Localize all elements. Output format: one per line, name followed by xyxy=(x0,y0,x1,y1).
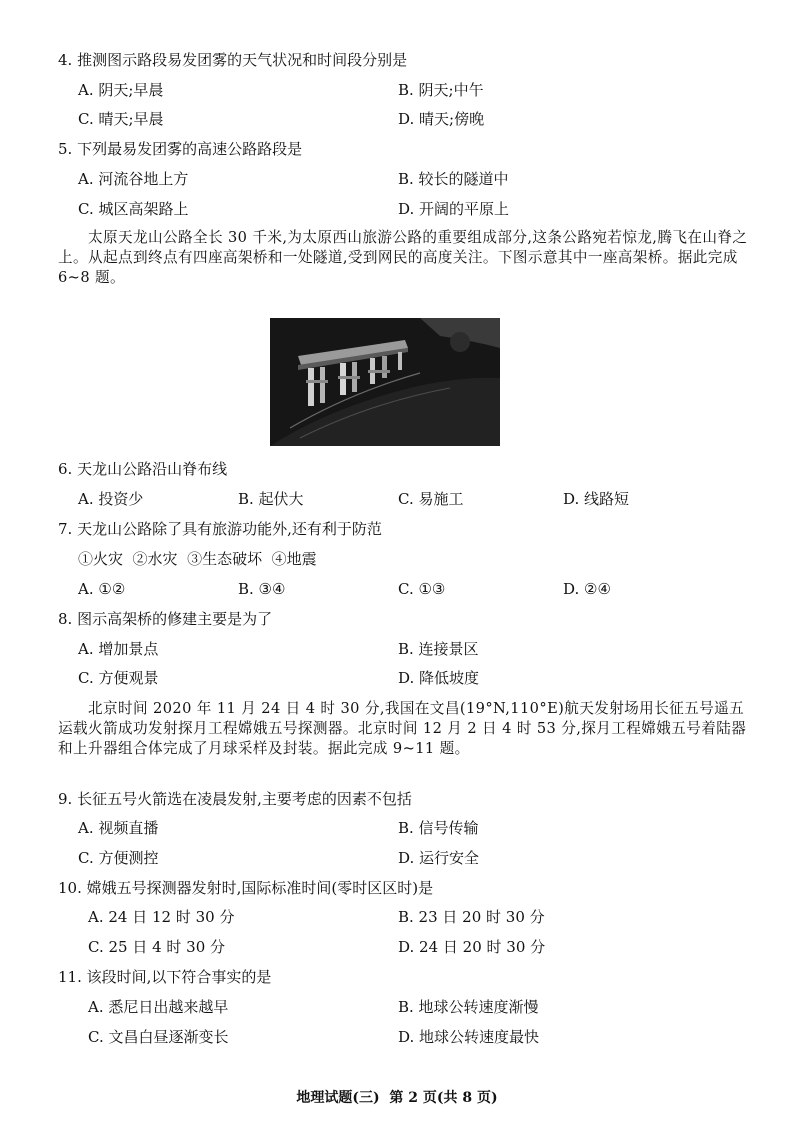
question-5-option-d: D. 开阔的平原上 xyxy=(398,200,510,218)
question-9-option-d: D. 运行安全 xyxy=(398,849,480,867)
question-5-stem: 5. 下列最易发团雾的高速公路路段是 xyxy=(58,140,303,158)
question-6-stem: 6. 天龙山公路沿山脊布线 xyxy=(58,460,228,478)
question-10-option-d: D. 24 日 20 时 30 分 xyxy=(398,938,546,956)
question-8-option-d: D. 降低坡度 xyxy=(398,669,480,687)
question-11-option-b: B. 地球公转速度渐慢 xyxy=(398,998,539,1016)
question-5-option-b: B. 较长的隧道中 xyxy=(398,170,509,188)
question-5-option-c: C. 城区高架路上 xyxy=(78,200,189,218)
question-7-option-a: A. ①② xyxy=(78,580,126,598)
viaduct-illustration xyxy=(270,318,500,446)
passage-tianlongshan: 太原天龙山公路全长 30 千米,为太原西山旅游公路的重要组成部分,这条公路宛若惊龙,腾飞在山脊之上。从起点到终点有四座高架桥和一处隧道,受到网民的高度关注。下图示意其中一座高架桥。据此完成 6~8 题。 xyxy=(58,229,748,286)
question-11-option-c: C. 文昌白昼逐渐变长 xyxy=(88,1028,229,1046)
question-8-stem: 8. 图示高架桥的修建主要是为了 xyxy=(58,610,273,628)
question-9-option-a: A. 视频直播 xyxy=(78,819,159,837)
question-8-option-a: A. 增加景点 xyxy=(78,640,159,658)
question-11-option-d: D. 地球公转速度最快 xyxy=(398,1028,540,1046)
question-11-stem: 11. 该段时间,以下符合事实的是 xyxy=(58,968,272,986)
question-7-stem: 7. 天龙山公路除了具有旅游功能外,还有利于防范 xyxy=(58,520,382,538)
question-4-option-d: D. 晴天;傍晚 xyxy=(398,110,485,128)
question-10-stem: 10. 嫦娥五号探测器发射时,国际标准时间(零时区区时)是 xyxy=(58,879,434,897)
question-5-option-a: A. 河流谷地上方 xyxy=(78,170,189,188)
question-7-option-d: D. ②④ xyxy=(563,580,611,598)
question-9-option-c: C. 方便测控 xyxy=(78,849,159,867)
question-6-option-b: B. 起伏大 xyxy=(238,490,304,508)
question-4-option-a: A. 阴天;早晨 xyxy=(78,81,164,99)
question-4-stem: 4. 推测图示路段易发团雾的天气状况和时间段分别是 xyxy=(58,51,408,69)
question-10-option-a: A. 24 日 12 时 30 分 xyxy=(88,908,235,926)
question-7-items: ①火灾 ②水灾 ③生态破坏 ④地震 xyxy=(78,550,317,568)
question-8-option-c: C. 方便观景 xyxy=(78,669,159,687)
question-8-option-b: B. 连接景区 xyxy=(398,640,479,658)
question-6-option-c: C. 易施工 xyxy=(398,490,464,508)
question-6-option-a: A. 投资少 xyxy=(78,490,144,508)
question-4-option-b: B. 阴天;中午 xyxy=(398,81,484,99)
question-9-option-b: B. 信号传输 xyxy=(398,819,479,837)
question-7-option-c: C. ①③ xyxy=(398,580,446,598)
viaduct-photo xyxy=(270,318,500,446)
question-6-option-d: D. 线路短 xyxy=(563,490,630,508)
question-11-option-a: A. 悉尼日出越来越早 xyxy=(88,998,229,1016)
question-4-option-c: C. 晴天;早晨 xyxy=(78,110,164,128)
question-9-stem: 9. 长征五号火箭选在凌晨发射,主要考虑的因素不包括 xyxy=(58,790,412,808)
passage-change5: 北京时间 2020 年 11 月 24 日 4 时 30 分,我国在文昌(19°N,110°E)航天发射场用长征五号遥五运载火箭成功发射探月工程嫦娥五号探测器。北京时间 12 月 2 日 4 时 53 分,探月工程嫦娥五号着陆器和上升器组合体完成了月球采样及封装。据此完成 9~11 题。 xyxy=(58,700,747,757)
question-7-option-b: B. ③④ xyxy=(238,580,286,598)
page-footer: 地理试题(三) 第 2 页(共 8 页) xyxy=(296,1090,498,1106)
question-10-option-c: C. 25 日 4 时 30 分 xyxy=(88,938,226,956)
question-10-option-b: B. 23 日 20 时 30 分 xyxy=(398,908,545,926)
